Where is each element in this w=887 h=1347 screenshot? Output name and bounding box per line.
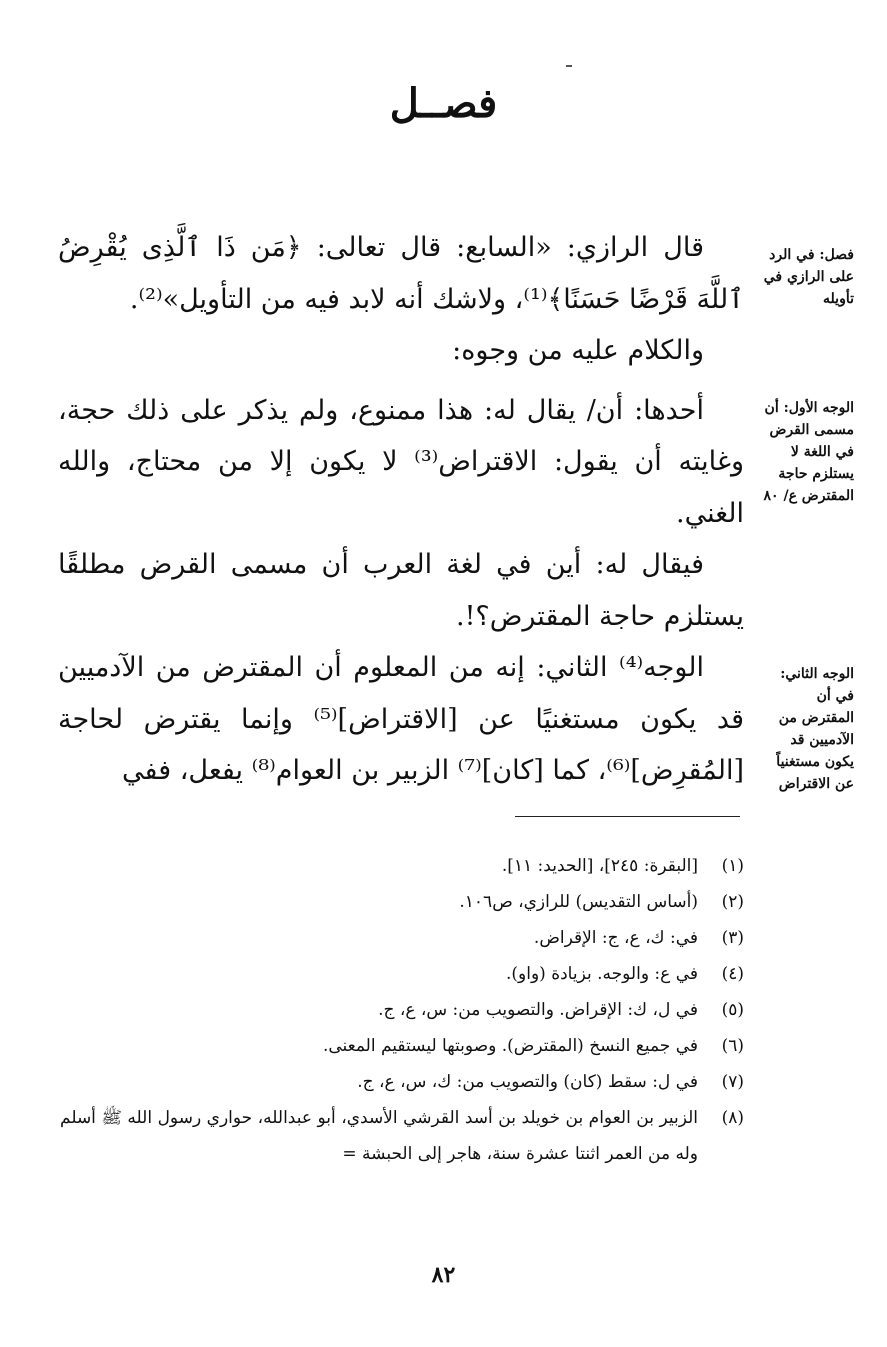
footnote-text: في: ك، ع، ج: الإقراض. bbox=[533, 928, 698, 948]
footnote-text: [البقرة: ٢٤٥]، [الحديد: ١١]. bbox=[501, 856, 698, 876]
footnote bbox=[60, 848, 744, 884]
paragraph: قال الرازي: «السابع: قال تعالى: ﴿مَن ذَا ٱلَّذِى يُقْرِضُ ٱللَّهَ قَرْضًا حَسَنًا﴾⁽¹⁾، ولاشك أنه لابد فيه من التأويل»⁽²⁾. bbox=[58, 232, 744, 315]
footnote bbox=[60, 920, 744, 956]
margin-note: فصل: في الرد على الرازي في تأويله bbox=[763, 247, 854, 307]
footnote bbox=[60, 956, 744, 992]
footnote-number: (٥) bbox=[721, 1000, 744, 1020]
page-number: ٨٢ bbox=[431, 1262, 456, 1288]
paragraph: والكلام عليه من وجوه: bbox=[452, 335, 704, 366]
footnote-number: (٢) bbox=[721, 892, 744, 912]
margin-note: الوجه الأول: أن مسمى القرض في اللغة لا يستلزم حاجة المقترض ع/ ٨٠ bbox=[763, 400, 854, 504]
footnote bbox=[60, 884, 744, 920]
footnote bbox=[60, 1100, 744, 1172]
footnotes bbox=[60, 848, 744, 1172]
footnote-number: (٧) bbox=[721, 1072, 744, 1092]
footnote-number: (٨) bbox=[721, 1108, 744, 1128]
paragraph: فيقال له: أين في لغة العرب أن مسمى القرض مطلقًا يستلزم حاجة المقترض؟!. bbox=[58, 549, 744, 632]
footnote bbox=[60, 1064, 744, 1100]
section-title: فصــل bbox=[389, 80, 498, 127]
footnote bbox=[60, 992, 744, 1028]
paragraph: أحدها: أن/ يقال له: هذا ممنوع، ولم يذكر على ذلك حجة، وغايته أن يقول: الاقتراض⁽³⁾ لا يكون إلا من محتاج، والله الغني. bbox=[58, 394, 745, 529]
footnote-text: في ع: والوجه. بزيادة (واو). bbox=[505, 964, 698, 984]
footnote-number: (٣) bbox=[721, 928, 744, 948]
footnote-number: (٦) bbox=[721, 1036, 744, 1056]
paragraph: الوجه⁽⁴⁾ الثاني: إنه من المعلوم أن المقترض من الآدميين قد يكون مستغنيًا عن [الاقتراض]⁽⁵⁾ وإنما يقترض لحاجة [المُقرِض]⁽⁶⁾، كما [كان]⁽⁷⁾ الزبير بن العوام⁽⁸⁾ يفعل، ففي bbox=[58, 652, 744, 786]
footnote-separator bbox=[515, 816, 740, 817]
footnote-text: الزبير بن العوام بن خويلد بن أسد القرشي الأسدي، أبو عبدالله، حواري رسول الله ﷺ أسلم وله من العمر اثنتا عشرة سنة، هاجر إلى الحبشة = bbox=[60, 1108, 698, 1164]
footnote-text: (أساس التقديس) للرازي، ص١٠٦. bbox=[459, 892, 698, 912]
scan-mark bbox=[566, 65, 572, 67]
footnote-number: (٤) bbox=[721, 964, 744, 984]
margin-note: الوجه الثاني: في أن المقترض من الآدميين قد يكون مستغنياً عن الاقتراض bbox=[776, 666, 854, 792]
main-text bbox=[58, 222, 744, 797]
footnote-text: في جميع النسخ (المقترض). وصوبتها ليستقيم المعنى. bbox=[322, 1036, 698, 1056]
footnote-text: في ل: سقط (كان) والتصويب من: ك، س، ع، ج. bbox=[357, 1072, 698, 1092]
footnote-number: (١) bbox=[721, 856, 744, 876]
footnote-text: في ل، ك: الإقراض. والتصويب من: س، ع، ج. bbox=[378, 1000, 698, 1020]
footnote bbox=[60, 1028, 744, 1064]
